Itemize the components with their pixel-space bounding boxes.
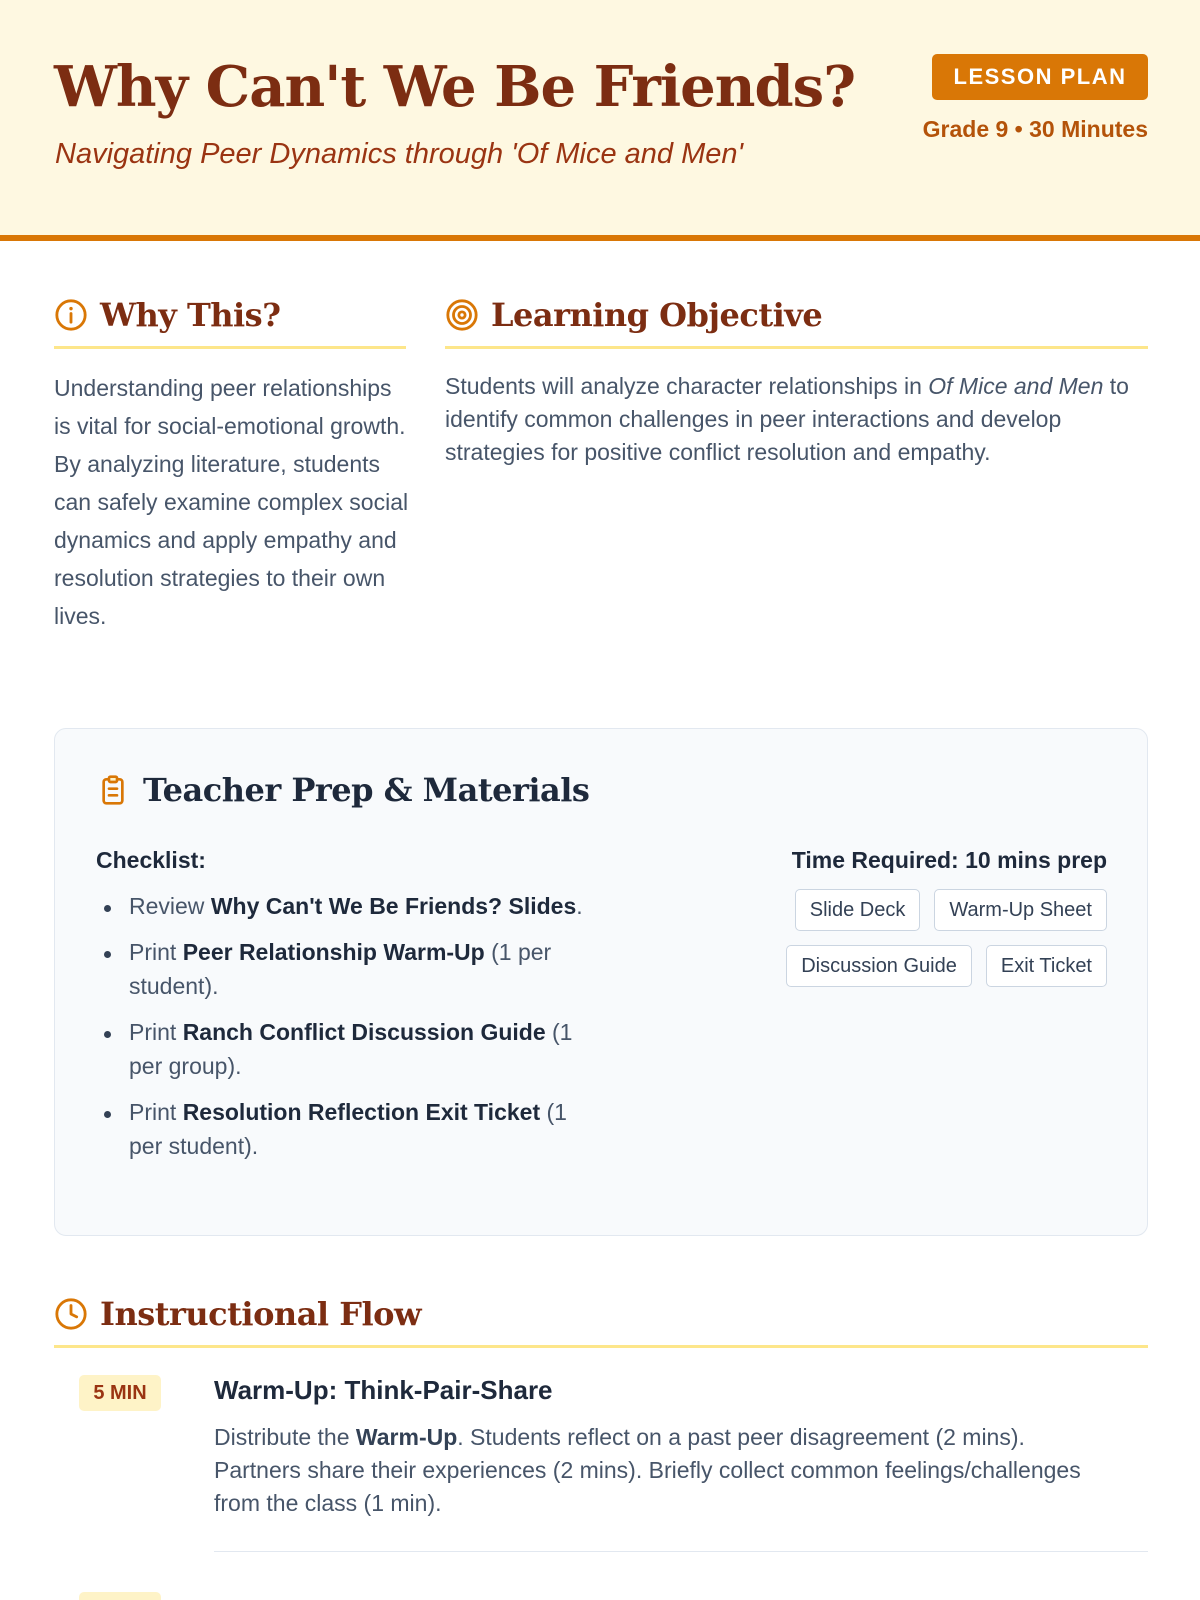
instructional-flow-heading <box>54 1294 1148 1348</box>
item-text: (1 per student). <box>129 939 552 999</box>
slide-deck-chip[interactable]: Slide Deck <box>795 889 921 931</box>
target-icon <box>445 298 479 332</box>
lesson-plan-badge: LESSON PLAN <box>932 54 1148 100</box>
learning-objective-body <box>445 370 1150 469</box>
step-duration-badge: 5 MIN <box>79 1375 161 1411</box>
step-title: Warm-Up: Think-Pair-Share <box>214 1375 553 1405</box>
instructional-flow-title: Instructional Flow <box>100 1295 421 1333</box>
objective-lead-text: Students will analyze character relationships in <box>445 373 929 399</box>
step-text: . Students reflect on a past peer disagreement (2 mins). Partners share their experiences (2 mins). Briefly collect common feelings/challenges from the class (1 min). <box>214 1424 1081 1516</box>
prep-checklist <box>129 889 599 1175</box>
list-item <box>129 1095 599 1163</box>
item-text: Review <box>129 893 211 919</box>
time-required: Time Required: 10 mins prep <box>791 847 1107 873</box>
list-item <box>129 889 599 923</box>
item-text: Print <box>129 939 183 965</box>
item-material: Why Can't We Be Friends? Slides <box>210 893 577 919</box>
teacher-prep-card <box>54 728 1148 1236</box>
grade-duration-meta: Grade 9 • 30 Minutes <box>922 116 1148 142</box>
checklist-label: Checklist: <box>96 847 206 873</box>
teacher-prep-title: Teacher Prep & Materials <box>143 771 590 809</box>
exit-ticket-chip[interactable]: Exit Ticket <box>986 945 1107 987</box>
teacher-prep-heading <box>97 771 589 809</box>
warm-up-sheet-chip[interactable]: Warm-Up Sheet <box>934 889 1107 931</box>
learning-objective-heading <box>445 295 1148 349</box>
why-this-heading <box>54 295 406 349</box>
lesson-header <box>0 0 1200 241</box>
item-text: (1 per student). <box>129 1099 567 1159</box>
discussion-guide-chip[interactable]: Discussion Guide <box>786 945 972 987</box>
item-material: Ranch Conflict Discussion Guide <box>182 1019 546 1045</box>
objective-tail-text: to identify common challenges in peer interactions and develop strategies for positive conflict resolution and empathy. <box>445 373 1129 465</box>
why-this-title: Why This? <box>100 296 281 334</box>
list-item <box>129 1015 599 1083</box>
step-divider <box>214 1551 1148 1552</box>
item-material: Peer Relationship Warm-Up <box>182 939 485 965</box>
info-circle-icon <box>54 298 88 332</box>
step-description <box>214 1421 1114 1520</box>
item-text: Print <box>129 1019 183 1045</box>
item-text: Print <box>129 1099 183 1125</box>
next-step-duration-badge <box>79 1592 161 1600</box>
item-text: (1 per group). <box>129 1019 573 1079</box>
why-this-body: Understanding peer relationships is vital for social-emotional growth. By analyzing literature, students can safely examine complex social dynamics and apply empathy and resolution strategies to their own lives. <box>54 375 409 629</box>
page-title: Why Can't We Be Friends? <box>54 54 856 120</box>
list-item <box>129 935 599 1003</box>
clipboard-icon <box>97 774 129 806</box>
step-material: Warm-Up <box>355 1424 458 1450</box>
page-subtitle: Navigating Peer Dynamics through 'Of Mice and Men' <box>55 138 744 170</box>
learning-objective-title: Learning Objective <box>491 296 823 334</box>
book-title: Of Mice and Men <box>928 373 1104 399</box>
step-text: Distribute the <box>214 1424 356 1450</box>
item-text: . <box>576 893 583 919</box>
material-chips <box>747 889 1107 987</box>
item-material: Resolution Reflection Exit Ticket <box>182 1099 541 1125</box>
clock-icon <box>54 1297 88 1331</box>
